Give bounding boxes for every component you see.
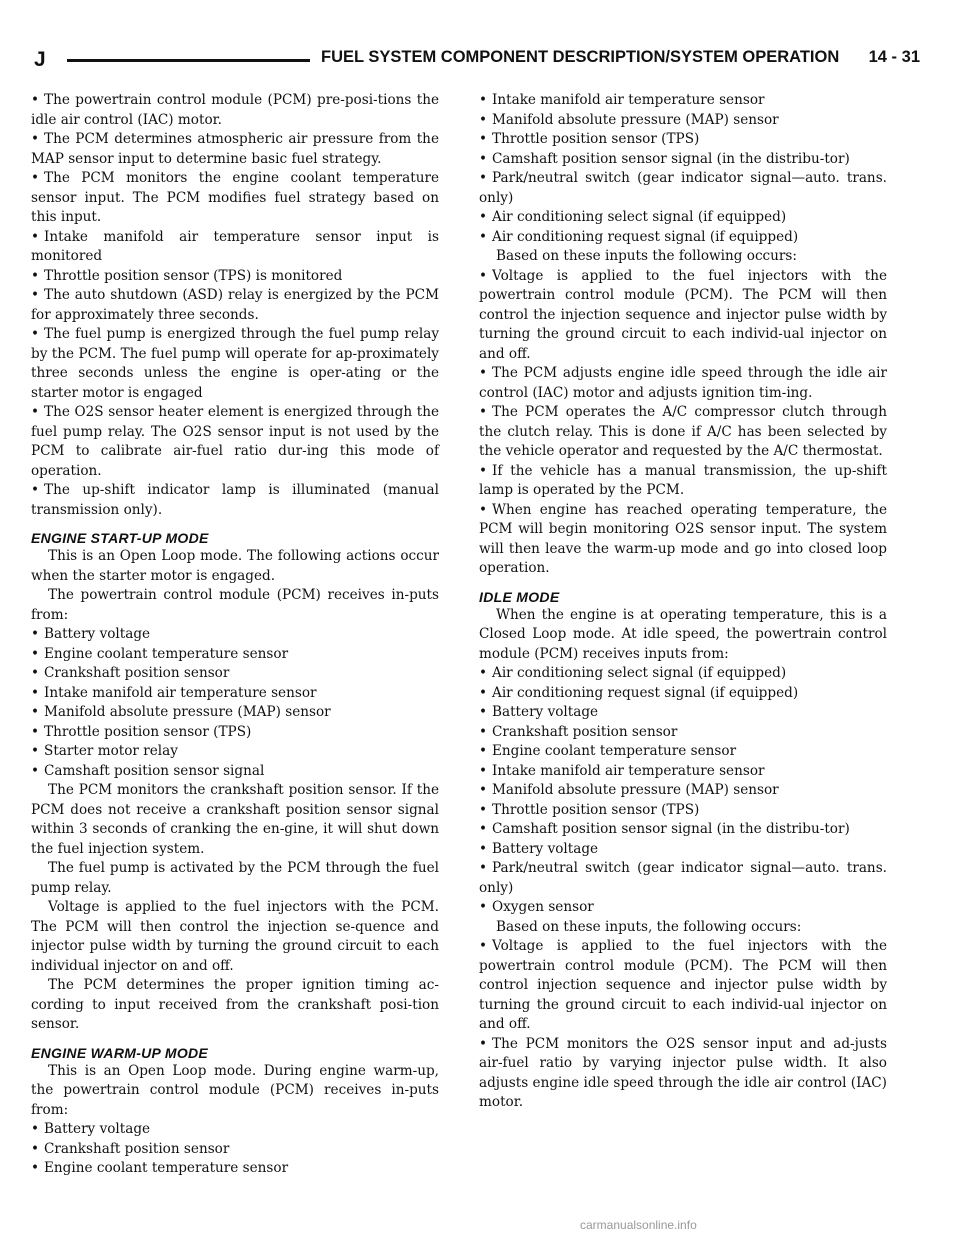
item-text: The auto shutdown (ASD) relay is energized by the PCM for approximately three seconds. [31,287,439,323]
paragraph: This is an Open Loop mode. The following actions occur when the starter motor is engaged. [31,548,439,584]
bullet-icon: • [479,131,488,147]
item-text: The PCM monitors the engine coolant temperature sensor input. The PCM modifies fuel strategy based on this input. [31,170,439,225]
bullet-item [31,267,439,287]
bullet-icon: • [31,723,40,740]
bullet-item [479,684,887,704]
bullet-item [31,684,439,704]
bullet-item [31,286,439,325]
item-text: Intake manifold air temperature sensor [492,762,765,779]
paragraph: The PCM determines the proper ignition timing ac-cording to input received from the crankshaft posi-tion sensor. [31,977,439,1032]
bullet-icon: • [31,1140,40,1157]
page-number: 14 - 31 [868,48,920,66]
section-heading-engine-start-up: ENGINE START-UP MODE [31,530,209,546]
section-letter: J [34,48,46,71]
bullet-item [479,703,887,723]
bullet-item [31,481,439,520]
paragraph: This is an Open Loop mode. During engine warm-up, the powertrain control module (PCM) receives in-puts from: [31,1062,439,1118]
item-text: The PCM operates the A/C compressor clutch through the clutch relay. This is done if A/C has been selected by the vehicle operator and requested by the A/C thermostat. [479,404,887,459]
bullet-item [31,325,439,403]
paragraph: The powertrain control module (PCM) receives in-puts from: [31,587,439,623]
bullet-item [31,1159,439,1179]
bullet-icon: • [479,150,488,167]
paragraph: The fuel pump is activated by the PCM through the fuel pump relay. [31,860,439,896]
item-text: The fuel pump is energized through the fuel pump relay by the PCM. The fuel pump will operate for ap-proximately three seconds unless the engine is oper-ating or the starter motor is engaged [31,326,439,401]
item-text: Air conditioning select signal (if equipped) [492,665,787,681]
bullet-icon: • [31,704,40,720]
section-heading-idle-mode: IDLE MODE [479,588,560,605]
item-text: The up-shift indicator lamp is illuminated (manual transmission only). [31,482,439,518]
bullet-icon: • [31,228,40,245]
bullet-icon: • [31,743,40,759]
bullet-icon: • [479,684,488,701]
bullet-item [31,1140,439,1160]
bullet-item [479,801,887,821]
bullet-item [479,267,887,365]
item-text: Camshaft position sensor signal (in the distribu-tor) [492,150,850,167]
item-text: Throttle position sensor (TPS) [492,131,700,147]
item-text: Park/neutral switch (gear indicator signal—auto. trans. only) [479,170,887,206]
bullet-icon: • [479,209,488,225]
bullet-item [479,1035,887,1113]
item-text: Battery voltage [44,626,151,642]
item-text: Battery voltage [492,840,599,857]
item-text: Park/neutral switch (gear indicator signal—auto. trans. only) [479,860,887,896]
item-text: Crankshaft position sensor [492,723,678,740]
section-heading-engine-warm-up: ENGINE WARM-UP MODE [31,1044,209,1061]
bullet-icon: • [31,287,40,303]
bullet-item [31,645,439,665]
item-text: Engine coolant temperature sensor [492,743,737,759]
item-text: Intake manifold air temperature sensor [44,684,317,701]
bullet-item [31,91,439,130]
item-text: Throttle position sensor (TPS) is monitored [44,267,343,284]
bullet-item [479,742,887,762]
right-column [479,91,887,1113]
bullet-icon: • [31,1121,40,1137]
bullet-item [479,501,887,579]
page-title: FUEL SYSTEM COMPONENT DESCRIPTION/SYSTEM OPERATION [321,48,840,66]
item-text: Oxygen sensor [492,899,594,915]
item-text: When engine has reached operating temperature, the PCM will begin monitoring O2S sensor input. The system will then leave the warm-up mode and go into closed loop operation. [479,501,887,576]
item-text: Engine coolant temperature sensor [44,1160,289,1176]
item-text: Intake manifold air temperature sensor [492,92,765,108]
paragraph: The PCM monitors the crankshaft position sensor. If the PCM does not receive a crankshaft position sensor signal within 3 seconds of cranking the en-gine, it will shut down the fuel injection system. [31,782,439,857]
item-text: Manifold absolute pressure (MAP) sensor [492,111,779,128]
bullet-icon: • [31,326,40,342]
bullet-icon: • [479,762,488,779]
bullet-icon: • [479,170,488,186]
bullet-icon: • [479,704,488,720]
bullet-icon: • [31,645,40,662]
bullet-item [479,723,887,743]
bullet-icon: • [479,404,488,420]
bullet-item [31,664,439,684]
bullet-icon: • [479,899,488,915]
item-text: Intake manifold air temperature sensor input is monitored [31,228,439,264]
item-text: Battery voltage [44,1121,151,1137]
bullet-icon: • [479,111,488,128]
bullet-icon: • [479,665,488,681]
bullet-icon: • [479,840,488,857]
bullet-item [479,781,887,801]
bullet-item [479,462,887,501]
bullet-icon: • [31,267,40,284]
bullet-item [479,859,887,898]
bullet-icon: • [479,228,488,245]
item-text: Manifold absolute pressure (MAP) sensor [44,704,331,720]
header-rule [67,59,310,62]
item-text: The PCM adjusts engine idle speed through the idle air control (IAC) motor and adjusts ignition tim-ing. [479,365,887,401]
item-text: Engine coolant temperature sensor [44,645,289,662]
bullet-icon: • [479,267,488,284]
bullet-item [31,703,439,723]
paragraph: When the engine is at operating temperature, this is a Closed Loop mode. At idle speed, the powertrain control module (PCM) receives inputs from: [479,606,887,662]
item-text: Crankshaft position sensor [44,665,230,681]
item-text: Throttle position sensor (TPS) [492,801,700,818]
bullet-item [479,937,887,1035]
item-text: Crankshaft position sensor [44,1140,230,1157]
item-text: Camshaft position sensor signal (in the distribu-tor) [492,821,850,837]
bullet-icon: • [31,684,40,701]
paragraph: Based on these inputs, the following occurs: [496,918,802,935]
bullet-icon: • [479,821,488,837]
watermark: carmanualsonline.info [580,1218,697,1232]
bullet-item [479,130,887,150]
bullet-item [479,364,887,403]
item-text: Air conditioning select signal (if equipped) [492,209,787,225]
item-text: The PCM monitors the O2S sensor input and ad-justs air-fuel ratio by varying injector pulse width. It also adjusts engine idle speed through the idle air control (IAC) motor. [479,1035,887,1110]
bullet-item [31,403,439,481]
bullet-item [479,762,887,782]
bullet-item [479,664,887,684]
bullet-icon: • [31,92,40,108]
bullet-item [31,762,439,782]
bullet-item [31,742,439,762]
bullet-icon: • [479,462,488,479]
bullet-item [479,403,887,462]
item-text: The O2S sensor heater element is energized through the fuel pump relay. The O2S sensor input is not used by the PCM to calibrate air-fuel ratio dur-ing this mode of operation. [31,404,439,479]
bullet-icon: • [479,743,488,759]
bullet-item [479,898,887,918]
bullet-item [31,625,439,645]
bullet-item [479,169,887,208]
bullet-icon: • [479,801,488,818]
bullet-icon: • [479,860,488,876]
bullet-icon: • [479,501,488,518]
bullet-item [479,228,887,248]
bullet-icon: • [479,365,488,381]
bullet-icon: • [479,723,488,740]
bullet-icon: • [31,626,40,642]
item-text: Voltage is applied to the fuel injectors with the powertrain control module (PCM). The PCM will then control the injection sequence and injector pulse width by turning the ground circuit to each individ-ual injector on and off. [479,267,887,362]
bullet-item [479,150,887,170]
bullet-item [31,723,439,743]
item-text: Throttle position sensor (TPS) [44,723,252,740]
bullet-icon: • [479,1035,488,1052]
page-header [34,44,920,84]
item-text: Air conditioning request signal (if equipped) [492,684,799,701]
item-text: Voltage is applied to the fuel injectors with the powertrain control module (PCM). The PCM will then control injection sequence and injector pulse width by turning the ground circuit to each individ-ual injector on and off. [479,938,887,1032]
bullet-item [479,208,887,228]
paragraph: Based on these inputs the following occurs: [496,248,797,264]
bullet-item [31,1120,439,1140]
bullet-item [479,91,887,111]
bullet-icon: • [479,782,488,798]
item-text: Battery voltage [492,704,599,720]
item-text: Manifold absolute pressure (MAP) sensor [492,782,779,798]
bullet-item [479,820,887,840]
paragraph: Voltage is applied to the fuel injectors with the PCM. The PCM will then control the injection se-quence and injector pulse width by turning the ground circuit to each individual injector on and off. [31,899,439,974]
bullet-icon: • [31,404,40,420]
bullet-icon: • [31,1160,40,1176]
bullet-icon: • [31,762,40,779]
item-text: Camshaft position sensor signal [44,762,265,779]
left-column [31,91,439,1179]
item-text: The PCM determines atmospheric air pressure from the MAP sensor input to determine basic fuel strategy. [31,131,439,167]
bullet-icon: • [479,92,488,108]
item-text: The powertrain control module (PCM) pre-posi-tions the idle air control (IAC) motor. [31,92,439,128]
item-text: If the vehicle has a manual transmission, the up-shift lamp is operated by the PCM. [479,462,887,498]
bullet-icon: • [479,938,488,954]
bullet-item [479,840,887,860]
bullet-icon: • [31,131,40,147]
bullet-icon: • [31,482,40,498]
item-text: Starter motor relay [44,743,178,759]
bullet-icon: • [31,170,40,186]
bullet-item [31,228,439,267]
bullet-icon: • [31,665,40,681]
bullet-item [479,111,887,131]
bullet-item [31,169,439,228]
bullet-item [31,130,439,169]
item-text: Air conditioning request signal (if equipped) [492,228,799,245]
